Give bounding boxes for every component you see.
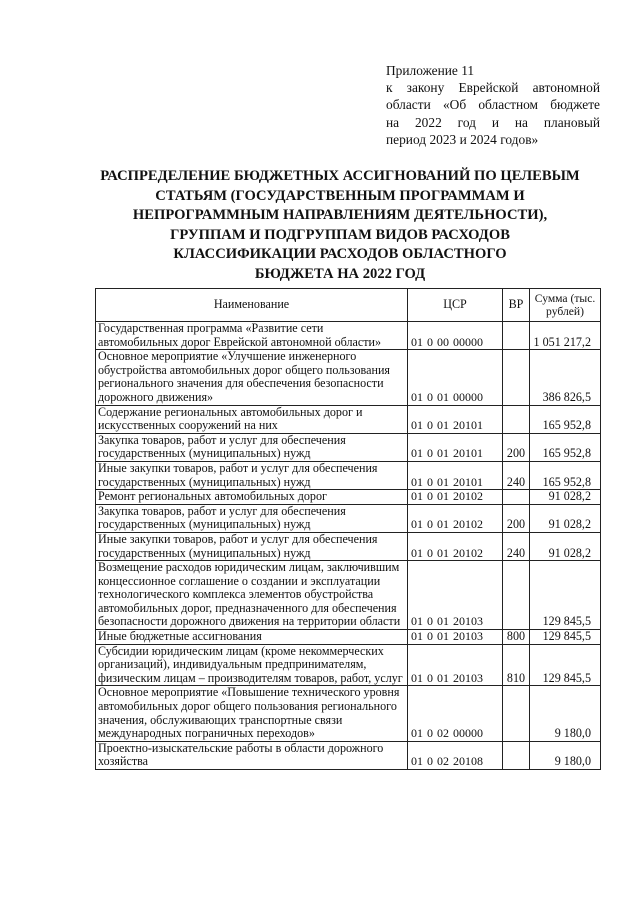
header-csr: ЦСР	[408, 289, 503, 322]
row-vr-cell: 240	[503, 461, 530, 489]
row-name-cell: Закупка товаров, работ и услуг для обеспечения государственных (муниципальных) нужд	[96, 504, 408, 532]
title-line: БЮДЖЕТА НА 2022 ГОД	[254, 265, 426, 282]
table-row	[96, 322, 601, 350]
row-vr-cell	[503, 322, 530, 350]
row-vr-cell: 200	[503, 504, 530, 532]
table-row	[96, 433, 601, 461]
row-sum-cell: 165 952,8	[530, 405, 601, 433]
row-name-cell: Закупка товаров, работ и услуг для обеспечения государственных (муниципальных) нужд	[96, 433, 408, 461]
annex-line: области «Об областном бюджете	[386, 97, 600, 113]
row-vr-cell	[503, 686, 530, 741]
annex-note	[386, 62, 600, 148]
row-name-cell: Возмещение расходов юридическим лицам, заключившим концессионное соглашение о создании и эксплуатации технологического комплекса элементов обустройства автомобильных дорог, предназначенного для обеспечения безопасности дорожного движения на территории области	[96, 561, 408, 630]
row-vr-cell: 200	[503, 433, 530, 461]
row-vr-cell	[503, 490, 530, 505]
row-sum-cell: 129 845,5	[530, 644, 601, 686]
row-sum-cell: 165 952,8	[530, 433, 601, 461]
title-line: ГРУППАМ И ПОДГРУППАМ ВИДОВ РАСХОДОВ	[170, 226, 510, 243]
table-body	[96, 322, 601, 770]
row-name-cell: Иные бюджетные ассигнования	[96, 630, 408, 645]
row-csr-cell: 01 0 01 20102	[408, 532, 503, 560]
row-name-cell: Основное мероприятие «Улучшение инженерного обустройства автомобильных дорог общего пользования регионального значения для обеспечения безопасности дорожного движения»	[96, 350, 408, 405]
row-csr-cell: 01 0 02 20108	[408, 741, 503, 769]
row-csr-cell: 01 0 01 20101	[408, 405, 503, 433]
row-name-cell: Ремонт региональных автомобильных дорог	[96, 490, 408, 505]
title-line: КЛАССИФИКАЦИИ РАСХОДОВ ОБЛАСТНОГО	[173, 246, 507, 263]
table-row	[96, 461, 601, 489]
row-name-cell: Основное мероприятие «Повышение технического уровня автомобильных дорог общего пользования регионального значения, обслуживающих транспортные связи международных пограничных переходов»	[96, 686, 408, 741]
row-sum-cell: 9 180,0	[530, 686, 601, 741]
row-name-cell: Проектно-изыскательские работы в области дорожного хозяйства	[96, 741, 408, 769]
row-csr-cell: 01 0 01 20101	[408, 461, 503, 489]
row-name-cell: Содержание региональных автомобильных дорог и искусственных сооружений на них	[96, 405, 408, 433]
document-title	[80, 167, 600, 285]
annex-line: Приложение 11	[386, 63, 475, 78]
row-vr-cell: 810	[503, 644, 530, 686]
row-csr-cell: 01 0 01 20103	[408, 644, 503, 686]
budget-table	[95, 288, 601, 770]
row-sum-cell: 1 051 217,2	[530, 322, 601, 350]
table-row	[96, 350, 601, 405]
row-csr-cell: 01 0 01 20102	[408, 504, 503, 532]
row-sum-cell: 129 845,5	[530, 630, 601, 645]
annex-line: к закону Еврейской автономной	[386, 80, 600, 96]
row-name-cell: Субсидии юридическим лицам (кроме некоммерческих организаций), индивидуальным предпринимателям, физическим лицам – производителям товаров, работ, услуг	[96, 644, 408, 686]
row-csr-cell: 01 0 01 20103	[408, 630, 503, 645]
row-vr-cell	[503, 561, 530, 630]
row-sum-cell: 91 028,2	[530, 504, 601, 532]
table-row	[96, 405, 601, 433]
table-row	[96, 741, 601, 769]
row-csr-cell: 01 0 01 00000	[408, 350, 503, 405]
row-sum-cell: 9 180,0	[530, 741, 601, 769]
row-name-cell: Иные закупки товаров, работ и услуг для обеспечения государственных (муниципальных) нужд	[96, 461, 408, 489]
header-vr: ВР	[503, 289, 530, 322]
title-line: СТАТЬЯМ (ГОСУДАРСТВЕННЫМ ПРОГРАММАМ И	[155, 187, 525, 204]
row-vr-cell: 800	[503, 630, 530, 645]
header-name: Наименование	[96, 289, 408, 322]
header-sum: Сумма (тыс. рублей)	[530, 289, 601, 322]
table-row	[96, 686, 601, 741]
title-line: РАСПРЕДЕЛЕНИЕ БЮДЖЕТНЫХ АССИГНОВАНИЙ ПО ЦЕЛЕВЫМ	[100, 168, 580, 184]
row-sum-cell: 129 845,5	[530, 561, 601, 630]
row-sum-cell: 91 028,2	[530, 532, 601, 560]
table-row	[96, 630, 601, 645]
row-csr-cell: 01 0 01 20101	[408, 433, 503, 461]
table-row	[96, 561, 601, 630]
row-csr-cell: 01 0 00 00000	[408, 322, 503, 350]
row-csr-cell: 01 0 01 20103	[408, 561, 503, 630]
table-header-row	[96, 289, 601, 322]
annex-line: на 2022 год и на плановый	[386, 114, 600, 130]
row-vr-cell	[503, 350, 530, 405]
row-sum-cell: 91 028,2	[530, 490, 601, 505]
row-name-cell: Иные закупки товаров, работ и услуг для обеспечения государственных (муниципальных) нужд	[96, 532, 408, 560]
title-line: НЕПРОГРАММНЫМ НАПРАВЛЕНИЯМ ДЕЯТЕЛЬНОСТИ),	[132, 207, 548, 224]
row-vr-cell	[503, 741, 530, 769]
row-csr-cell: 01 0 01 20102	[408, 490, 503, 505]
table-row	[96, 490, 601, 505]
table-row	[96, 532, 601, 560]
table-row	[96, 644, 601, 686]
row-sum-cell: 165 952,8	[530, 461, 601, 489]
row-vr-cell: 240	[503, 532, 530, 560]
row-name-cell: Государственная программа «Развитие сети автомобильных дорог Еврейской автономной области»	[96, 322, 408, 350]
annex-line: период 2023 и 2024 годов»	[386, 131, 539, 147]
row-csr-cell: 01 0 02 00000	[408, 686, 503, 741]
row-vr-cell	[503, 405, 530, 433]
table-row	[96, 504, 601, 532]
row-sum-cell: 386 826,5	[530, 350, 601, 405]
